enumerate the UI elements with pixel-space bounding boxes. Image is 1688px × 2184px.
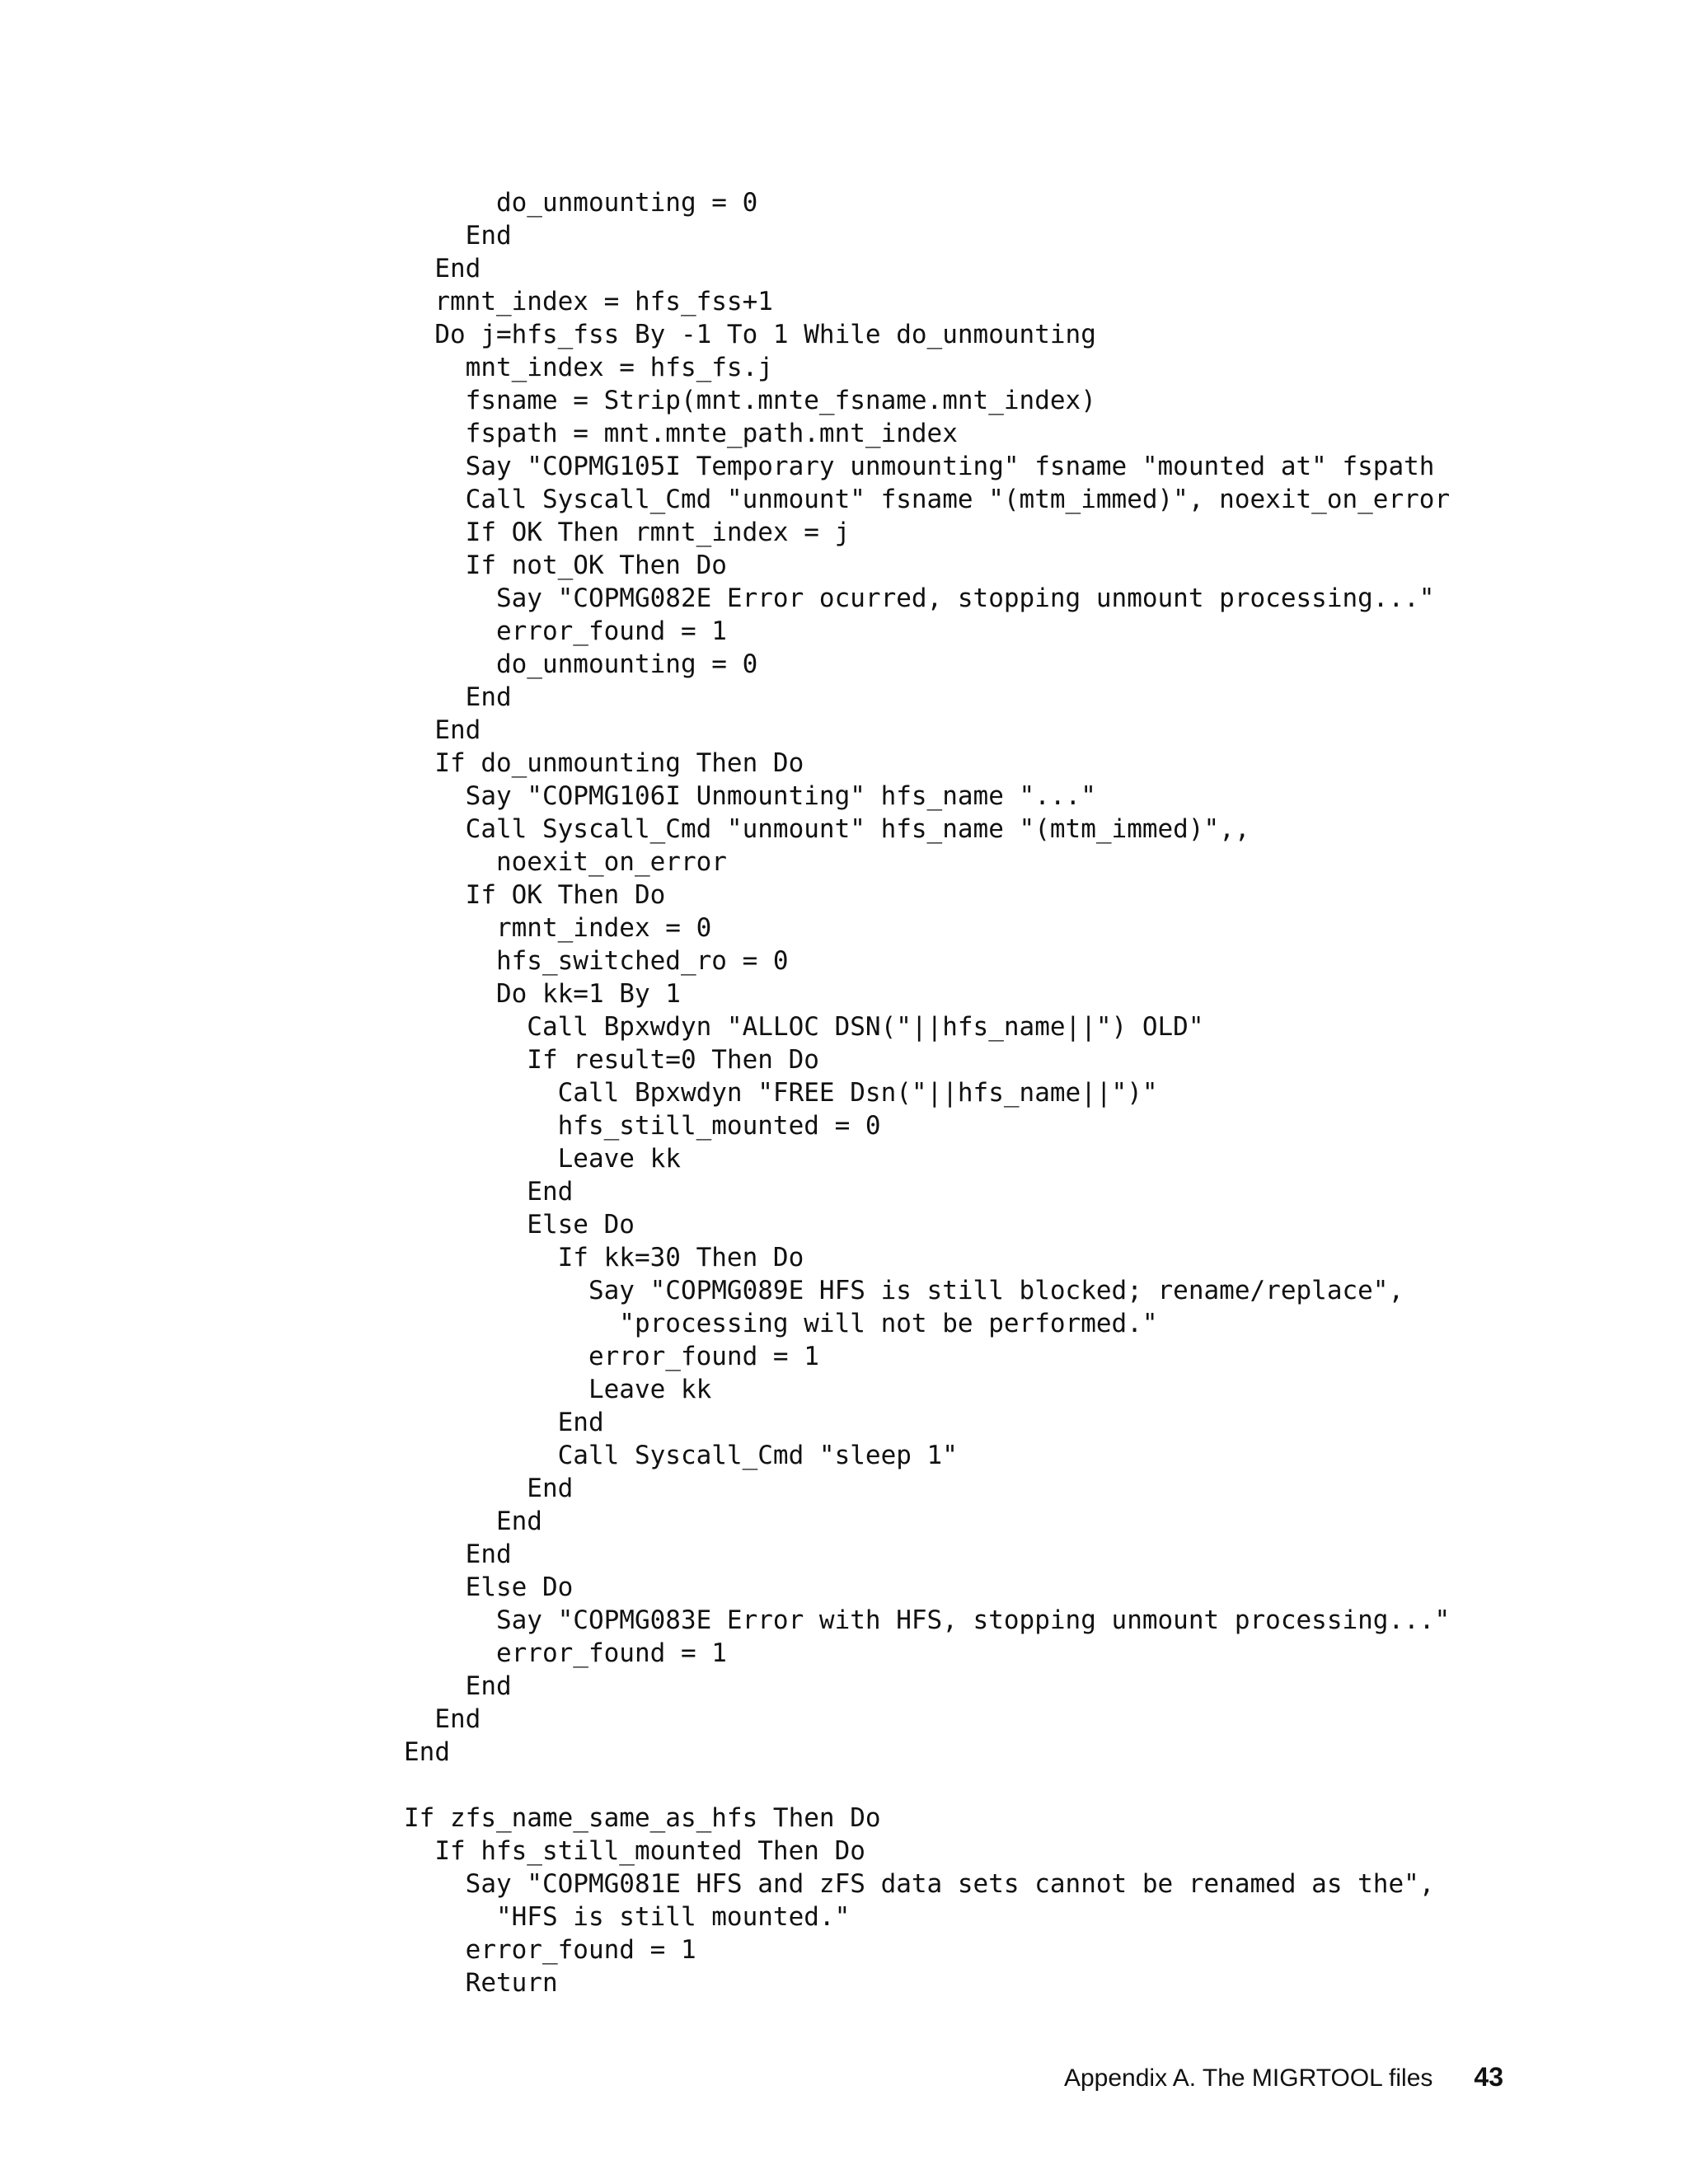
code-line: End: [404, 682, 512, 712]
code-line: Say "COPMG106I Unmounting" hfs_name "...": [404, 781, 1096, 811]
code-line: "processing will not be performed.": [404, 1309, 1158, 1338]
code-line: [404, 1769, 1450, 1802]
code-line: End: [404, 1177, 574, 1207]
code-line: If result=0 Then Do: [404, 1045, 819, 1075]
code-line: do_unmounting = 0: [404, 188, 758, 218]
code-line: "HFS is still mounted.": [404, 1902, 851, 1932]
code-line: error_found = 1: [404, 1935, 696, 1965]
code-line: Else Do: [404, 1210, 635, 1240]
code-line: Say "COPMG081E HFS and zFS data sets cannot be renamed as the",: [404, 1869, 1435, 1899]
code-line: End: [404, 1540, 512, 1569]
code-line: End: [404, 254, 481, 284]
code-line: Say "COPMG105I Temporary unmounting" fsname "mounted at" fspath: [404, 452, 1435, 481]
code-line: rmnt_index = hfs_fss+1: [404, 287, 773, 316]
code-line: End: [404, 221, 512, 251]
page-number: 43: [1474, 2062, 1503, 2092]
code-line: Leave kk: [404, 1375, 712, 1404]
code-line: noexit_on_error: [404, 847, 727, 877]
code-line: Call Bpxwdyn "FREE Dsn("||hfs_name||")": [404, 1078, 1158, 1108]
footer-title: Appendix A. The MIGRTOOL files: [1063, 2064, 1433, 2092]
code-line: If hfs_still_mounted Then Do: [404, 1836, 865, 1866]
code-line: mnt_index = hfs_fs.j: [404, 353, 773, 382]
code-line: do_unmounting = 0: [404, 649, 758, 679]
code-line: Call Bpxwdyn "ALLOC DSN("||hfs_name||") OLD": [404, 1012, 1204, 1042]
code-line: If zfs_name_same_as_hfs Then Do: [404, 1803, 881, 1833]
code-line: Call Syscall_Cmd "unmount" fsname "(mtm_immed)", noexit_on_error: [404, 485, 1451, 514]
page-footer: [1064, 2062, 1503, 2093]
code-line: fsname = Strip(mnt.mnte_fsname.mnt_index): [404, 386, 1096, 415]
code-line: End: [404, 1408, 604, 1437]
code-line: If do_unmounting Then Do: [404, 748, 804, 778]
code-line: End: [404, 1507, 542, 1536]
code-line: error_found = 1: [404, 1342, 819, 1371]
code-line: If OK Then rmnt_index = j: [404, 518, 851, 547]
code-line: Do kk=1 By 1: [404, 979, 681, 1009]
code-line: rmnt_index = 0: [404, 913, 712, 943]
code-line: If OK Then Do: [404, 880, 666, 910]
code-line: Call Syscall_Cmd "unmount" hfs_name "(mtm_immed)",,: [404, 814, 1250, 844]
code-line: Call Syscall_Cmd "sleep 1": [404, 1441, 958, 1470]
code-line: Return: [404, 1968, 558, 1998]
code-line: Say "COPMG082E Error ocurred, stopping unmount processing...": [404, 583, 1435, 613]
code-line: Say "COPMG089E HFS is still blocked; rename/replace",: [404, 1276, 1404, 1305]
code-line: End: [404, 1704, 481, 1734]
code-line: Do j=hfs_fss By -1 To 1 While do_unmounting: [404, 320, 1096, 349]
code-line: End: [404, 1737, 450, 1767]
code-line: Say "COPMG083E Error with HFS, stopping unmount processing...": [404, 1605, 1451, 1635]
code-line: End: [404, 1671, 512, 1701]
code-line: fspath = mnt.mnte_path.mnt_index: [404, 419, 958, 448]
code-line: error_found = 1: [404, 616, 727, 646]
code-line: If not_OK Then Do: [404, 551, 727, 580]
code-line: Else Do: [404, 1572, 574, 1602]
code-line: End: [404, 1474, 574, 1503]
code-line: hfs_switched_ro = 0: [404, 946, 789, 976]
code-line: error_found = 1: [404, 1638, 727, 1668]
code-line: hfs_still_mounted = 0: [404, 1111, 881, 1141]
code-line: If kk=30 Then Do: [404, 1243, 804, 1272]
code-listing: [404, 186, 1450, 1999]
code-line: End: [404, 715, 481, 745]
code-line: Leave kk: [404, 1144, 681, 1174]
